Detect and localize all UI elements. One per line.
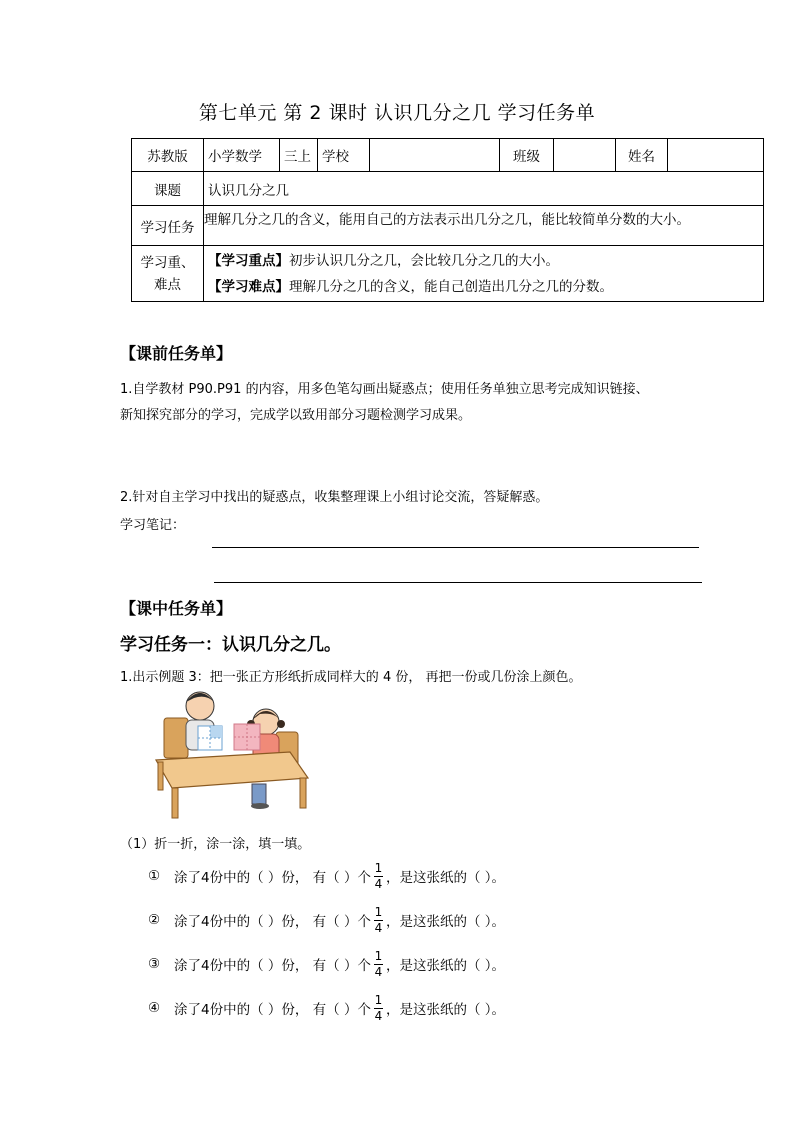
fraction-numerator: 1: [374, 860, 383, 875]
notes-line-1[interactable]: [212, 547, 699, 548]
info-table: [131, 138, 764, 302]
row-text-before: 涂了4份中的（ ）份， 有（ ）个: [174, 958, 371, 974]
example-text: 1.出示例题 3：把一张正方形纸折成同样大的 4 份， 再把一份或几份涂上颜色。: [120, 670, 582, 685]
instruction-text: （1）折一折，涂一涂，填一填。: [120, 837, 311, 852]
name-label: 姓名: [616, 139, 668, 172]
keypoint-label-line1: 学习重、: [140, 254, 195, 271]
grade-cell: 三上: [280, 139, 318, 172]
row-text-before: 涂了4份中的（ ）份， 有（ ）个: [174, 870, 371, 886]
fraction-numerator: 1: [374, 904, 383, 919]
row-marker: ①: [148, 868, 161, 884]
fill-row: [148, 903, 505, 937]
task-value: 理解几分之几的含义，能用自己的方法表示出几分之几，能比较简单分数的大小。: [204, 206, 764, 246]
fraction: [374, 906, 383, 935]
row-text-after: ，是这张纸的（ ）。: [385, 914, 506, 930]
edition-cell: 苏教版: [132, 139, 204, 172]
key-point-tag: 【学习重点】: [208, 252, 289, 269]
notes-label: 学习笔记：: [120, 518, 186, 533]
key-point-text: 初步认识几分之几，会比较几分之几的大小。: [289, 252, 559, 269]
notes-line-2[interactable]: [214, 582, 702, 583]
fill-row: [148, 947, 505, 981]
fraction-numerator: 1: [374, 992, 383, 1007]
row-text-before: 涂了4份中的（ ）份， 有（ ）个: [174, 914, 371, 930]
fraction-denominator: 4: [374, 876, 383, 891]
pre-class-item1-line1: 1.自学教材 P90.P91 的内容，用多色笔勾画出疑惑点；使用任务单独立思考完成知识链接、: [120, 382, 649, 397]
task-label: 学习任务: [132, 206, 204, 246]
topic-value: 认识几分之几: [204, 172, 764, 206]
fraction: [374, 950, 383, 979]
fraction: [374, 994, 383, 1023]
fill-row: [148, 859, 505, 893]
row-text-after: ，是这张纸的（ ）。: [385, 958, 506, 974]
topic-label: 课题: [132, 172, 204, 206]
task1-title: 学习任务一：认识几分之几。: [120, 635, 341, 655]
keypoint-label-line2: 难点: [154, 276, 181, 293]
difficulty-line: [208, 274, 759, 300]
fraction-denominator: 4: [374, 920, 383, 935]
fraction-denominator: 4: [374, 964, 383, 979]
row-text-before: 涂了4份中的（ ）份， 有（ ）个: [174, 1002, 371, 1018]
row-text-after: ，是这张纸的（ ）。: [385, 870, 506, 886]
fraction: [374, 862, 383, 891]
school-field[interactable]: [370, 139, 500, 172]
row-marker: ②: [148, 912, 161, 928]
pre-class-heading: 【课前任务单】: [120, 344, 233, 363]
class-field[interactable]: [554, 139, 616, 172]
difficulty-tag: 【学习难点】: [208, 278, 289, 295]
name-field[interactable]: [668, 139, 764, 172]
page-title: 第七单元 第 2 课时 认识几分之几 学习任务单: [198, 102, 596, 124]
subject-cell: 小学数学: [204, 139, 280, 172]
key-point-line: [208, 248, 759, 274]
in-class-heading: 【课中任务单】: [120, 599, 233, 618]
keypoint-label: [132, 246, 204, 302]
pre-class-item2: 2.针对自主学习中找出的疑惑点，收集整理课上小组讨论交流，答疑解惑。: [120, 490, 549, 505]
difficulty-text: 理解几分之几的含义，能自己创造出几分之几的分数。: [289, 278, 613, 295]
row-text-after: ，是这张纸的（ ）。: [385, 1002, 506, 1018]
class-label: 班级: [500, 139, 554, 172]
row-marker: ③: [148, 956, 161, 972]
keypoint-content: [204, 246, 764, 302]
fill-row: [148, 991, 505, 1025]
fraction-denominator: 4: [374, 1008, 383, 1023]
row-marker: ④: [148, 1000, 161, 1016]
school-label: 学校: [318, 139, 370, 172]
fraction-numerator: 1: [374, 948, 383, 963]
pre-class-item1-line2: 新知探究部分的学习，完成学以致用部分习题检测学习成果。: [120, 408, 472, 423]
children-folding-paper-illustration: [150, 688, 310, 820]
